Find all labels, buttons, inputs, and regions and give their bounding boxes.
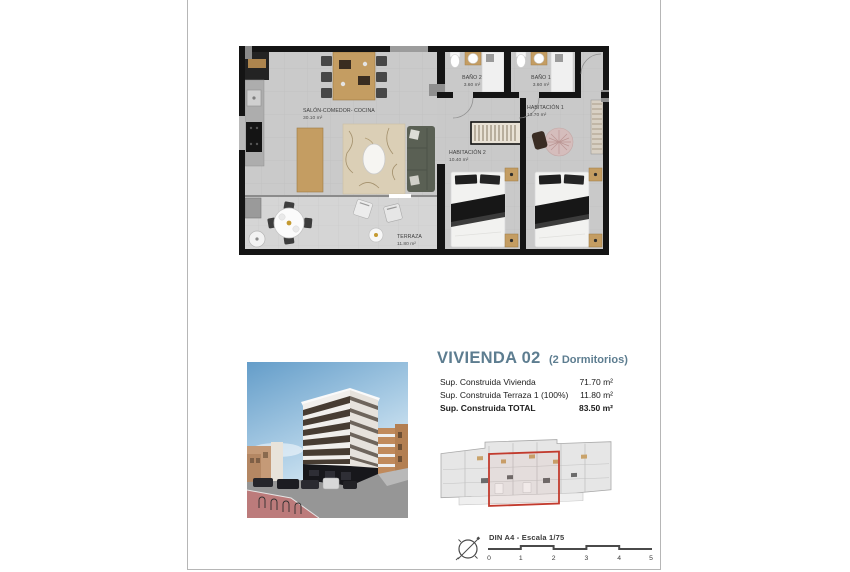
room-area-habitacion1: 13.70 m² <box>527 113 547 118</box>
info-label: Sup. Construida Vivienda <box>440 377 536 387</box>
room-label-salon: SALÓN-COMEDOR- COCINA <box>303 108 375 114</box>
table-row <box>440 376 613 389</box>
room-area-salon: 30.10 m² <box>303 116 323 121</box>
scale-tick: 1 <box>518 555 523 562</box>
unit-title: VIVIENDA 02 <box>437 349 541 367</box>
rattan-decor <box>545 128 573 156</box>
dining-table <box>321 52 387 100</box>
room-label-bano2: BAÑO 2 <box>462 75 482 81</box>
room-label-habitacion2: HABITACIÓN 2 <box>449 150 486 156</box>
table-row <box>440 389 613 402</box>
room-area-habitacion2: 10.40 m² <box>449 158 469 163</box>
room-area-bano2: 3.60 m² <box>463 83 481 88</box>
info-value: 83.50 m² <box>578 402 613 413</box>
room-label-bano1: BAÑO 1 <box>531 75 551 81</box>
info-label: Sup. Construida Terraza 1 (100%) <box>440 389 569 400</box>
scale-tick: 0 <box>487 555 491 562</box>
room-label-terraza: TERRAZA <box>397 234 422 240</box>
building-photo <box>247 362 408 518</box>
table-row-total <box>440 402 613 415</box>
sofa <box>407 126 435 192</box>
room-area-bano1: 3.60 m² <box>532 83 550 88</box>
key-plan-highlight <box>489 452 559 506</box>
scale-tick: 4 <box>617 555 622 562</box>
scale-tick: 2 <box>551 555 556 562</box>
scale-bar <box>487 543 653 563</box>
info-label: Sup. Construida TOTAL <box>440 402 536 413</box>
scale-tick: 3 <box>584 555 589 562</box>
scale-tick: 5 <box>649 555 653 562</box>
info-value: 71.70 m² <box>579 377 613 387</box>
living-rug <box>343 124 405 194</box>
key-plan <box>431 428 619 520</box>
room-label-habitacion1: HABITACIÓN 1 <box>527 105 564 111</box>
surface-table <box>440 376 613 414</box>
sideboard <box>297 128 323 192</box>
floor-plan <box>239 46 609 255</box>
compass-icon <box>452 534 484 566</box>
scale-label: DIN A4 - Escala 1/75 <box>489 533 565 542</box>
info-value: 11.80 m² <box>580 389 613 400</box>
unit-title-block <box>437 349 652 368</box>
room-area-terraza: 11.80 m² <box>397 242 416 247</box>
unit-subtitle: (2 Dormitorios) <box>549 354 628 366</box>
